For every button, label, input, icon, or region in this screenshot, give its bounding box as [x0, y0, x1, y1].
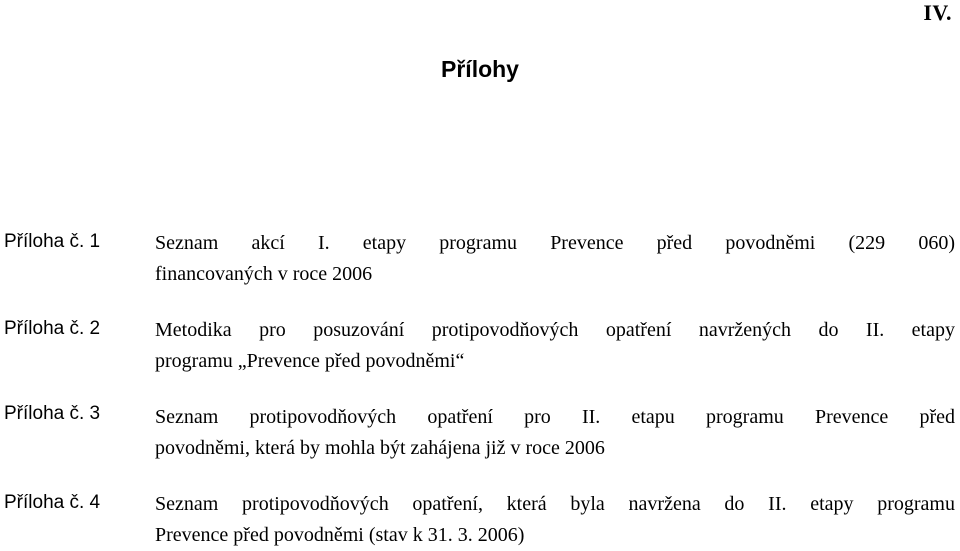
attachment-description-line: povodněmi, která by mohla být zahájena již v roce 2006 — [155, 437, 605, 459]
attachment-label: Příloha č. 2 — [4, 318, 101, 339]
attachment-label: Příloha č. 1 — [4, 231, 101, 252]
attachment-description — [155, 228, 955, 290]
attachment-description-line: Prevence před povodněmi (stav k 31. 3. 2006) — [155, 524, 525, 546]
attachment-label: Příloha č. 3 — [4, 403, 101, 424]
page-title: Přílohy — [441, 56, 519, 82]
attachment-description-line: financovaných v roce 2006 — [155, 263, 373, 285]
attachment-description-line: Seznam protipovodňových opatření pro II. etapu programu Prevence před — [155, 406, 955, 428]
attachment-description — [155, 489, 955, 551]
attachment-description-line: Seznam akcí I. etapy programu Prevence před povodněmi (229 060) — [155, 232, 955, 254]
attachment-description-line: Metodika pro posuzování protipovodňových opatření navržených do II. etapy — [155, 319, 955, 341]
attachment-description-line: programu „Prevence před povodněmi“ — [155, 350, 465, 372]
page-number: IV. — [923, 0, 952, 25]
attachment-description-line: Seznam protipovodňových opatření, která byla navržena do II. etapy programu — [155, 493, 955, 515]
attachment-description — [155, 402, 955, 464]
attachment-description — [155, 315, 955, 377]
attachment-label: Příloha č. 4 — [4, 492, 101, 513]
